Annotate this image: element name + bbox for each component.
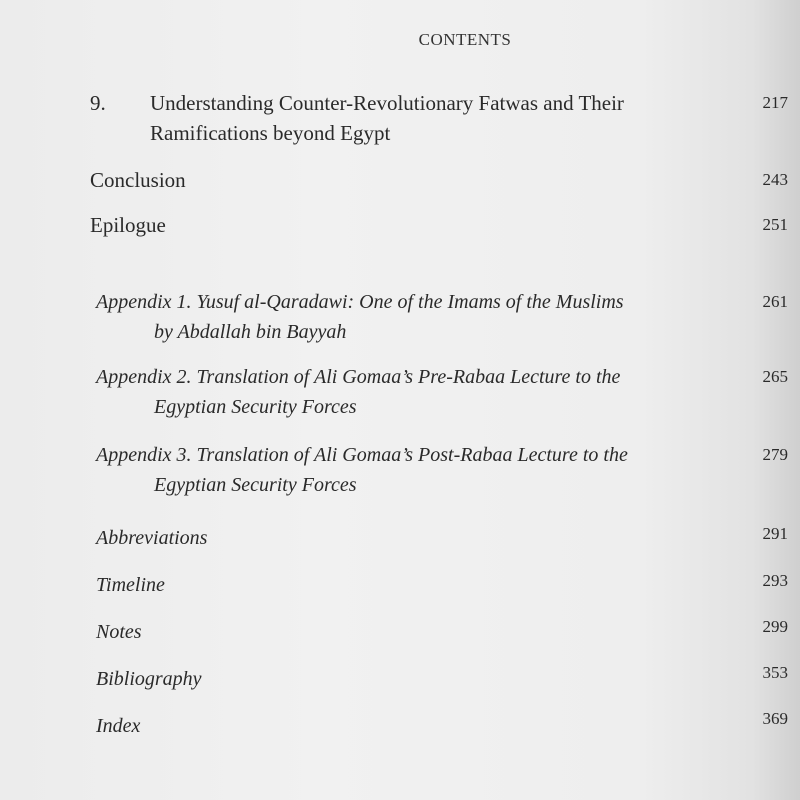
entry-title-continued: Egyptian Security Forces xyxy=(154,396,357,418)
page-number: 265 xyxy=(762,367,788,386)
page-number: 369 xyxy=(762,709,788,728)
toc-entry-abbreviations xyxy=(96,523,788,553)
entry-title: Bibliography xyxy=(96,668,202,690)
entry-title-continued: Egyptian Security Forces xyxy=(154,474,357,496)
toc-entry-bibliography xyxy=(96,664,788,694)
entry-title: Abbreviations xyxy=(96,527,208,549)
page-number: 261 xyxy=(762,292,788,311)
page-number: 353 xyxy=(762,663,788,682)
page-number: 299 xyxy=(762,617,788,636)
chapter-number: 9. xyxy=(90,91,106,115)
entry-title: Notes xyxy=(96,621,142,643)
toc-entry-appendix-2 xyxy=(96,362,788,422)
toc-entry-conclusion xyxy=(90,165,788,195)
toc-entry-notes xyxy=(96,617,788,647)
entry-title: Timeline xyxy=(96,574,165,596)
entry-title: 9. Understanding Counter-Revolutionary Fatwas and Their xyxy=(90,88,700,118)
toc-entry-appendix-3 xyxy=(96,440,788,500)
entry-title: Appendix 1. Yusuf al-Qaradawi: One of the Imams of the Muslims xyxy=(96,291,624,313)
entry-title: Appendix 3. Translation of Ali Gomaa’s Post-Rabaa Lecture to the xyxy=(96,444,628,466)
toc-entry-chapter-9 xyxy=(90,88,788,148)
toc-entry-appendix-1 xyxy=(96,287,788,347)
page-number: 217 xyxy=(762,93,788,112)
toc-entry-index xyxy=(96,711,788,741)
page-number: 293 xyxy=(762,571,788,590)
entry-title: Epilogue xyxy=(90,213,166,237)
toc-entry-epilogue xyxy=(90,210,788,240)
page-number: 279 xyxy=(762,445,788,464)
toc-entry-timeline xyxy=(96,570,788,600)
page-number: 243 xyxy=(762,170,788,189)
entry-title: Appendix 2. Translation of Ali Gomaa’s Pre-Rabaa Lecture to the xyxy=(96,366,621,388)
entry-title: Conclusion xyxy=(90,168,186,192)
entry-title-continued: by Abdallah bin Bayyah xyxy=(154,321,347,343)
page-heading: CONTENTS xyxy=(418,30,512,49)
page-number: 291 xyxy=(762,524,788,543)
entry-title-continued: Ramifications beyond Egypt xyxy=(150,121,391,145)
entry-title: Index xyxy=(96,715,141,737)
page-number: 251 xyxy=(762,215,788,234)
